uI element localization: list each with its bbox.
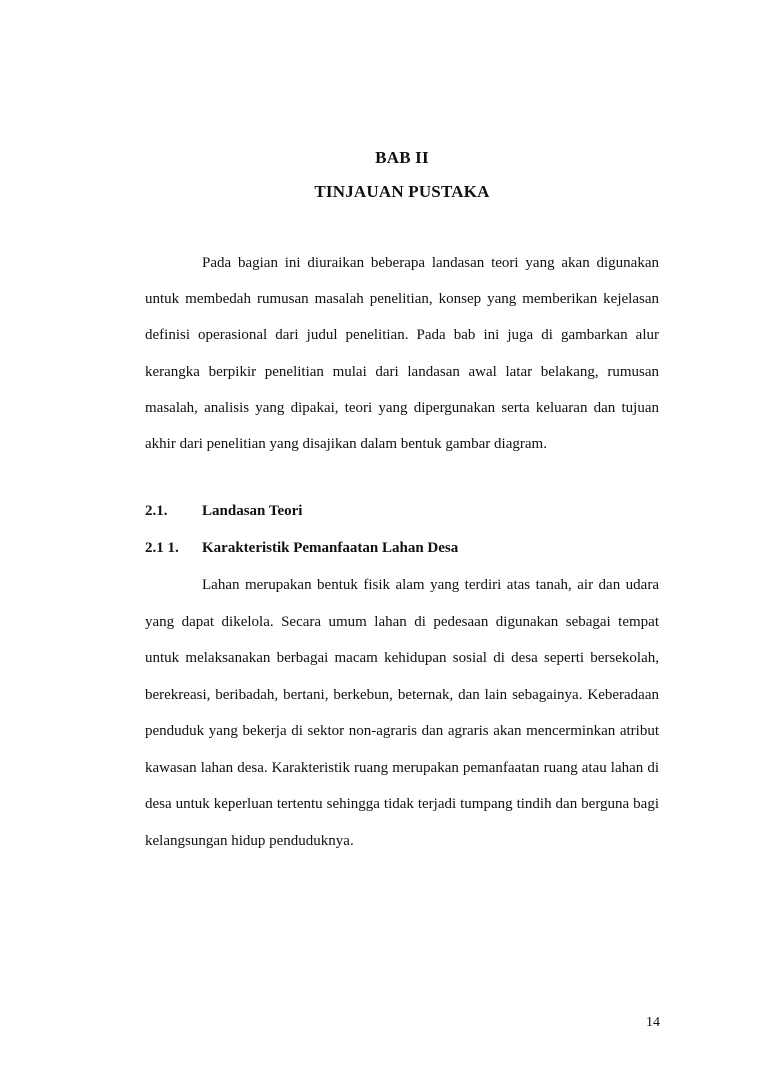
lahan-paragraph xyxy=(145,567,659,859)
section-title: Karakteristik Pemanfaatan Lahan Desa xyxy=(202,540,459,556)
page-number: 14 xyxy=(646,1015,660,1030)
section-title: Landasan Teori xyxy=(202,503,303,519)
intro-paragraph xyxy=(145,245,659,462)
section-number: 2.1. xyxy=(145,503,168,519)
chapter-number: BAB II xyxy=(375,148,429,167)
lahan-paragraph-text: Lahan merupakan bentuk fisik alam yang terdiri atas tanah, air dan udara yang dapat dikelola. Secara umum lahan di pedesaan digunakan sebagai tempat untuk melaksanakan berbagai macam kehidupan sosial di desa seperti bersekolah, berekreasi, beribadah, bertani, berkebun, beternak, dan lain sebagainya. Keberadaan penduduk yang bekerja di sektor non-agraris dan agraris akan mencerminkan atribut kawasan lahan desa. Karakteristik ruang merupakan pemanfaatan ruang atau lahan di desa untuk keperluan tertentu sehingga tidak terjadi tumpang tindih dan berguna bagi kelangsungan hidup penduduknya. xyxy=(145,577,659,849)
section-heading-2-1 xyxy=(145,503,302,520)
intro-paragraph-text: Pada bagian ini diuraikan beberapa landasan teori yang akan digunakan untuk membedah rumusan masalah penelitian, konsep yang memberikan kejelasan definisi operasional dari judul penelitian. Pada bab ini juga di gambarkan alur kerangka berpikir penelitian mulai dari landasan awal latar belakang, rumusan masalah, analisis yang dipakai, teori yang dipergunakan serta keluaran dan tujuan akhir dari penelitian yang disajikan dalam bentuk gambar diagram. xyxy=(145,255,659,453)
section-heading-2-1-1 xyxy=(145,540,458,557)
section-number: 2.1 1. xyxy=(145,540,179,556)
chapter-title: TINJAUAN PUSTAKA xyxy=(314,182,490,201)
